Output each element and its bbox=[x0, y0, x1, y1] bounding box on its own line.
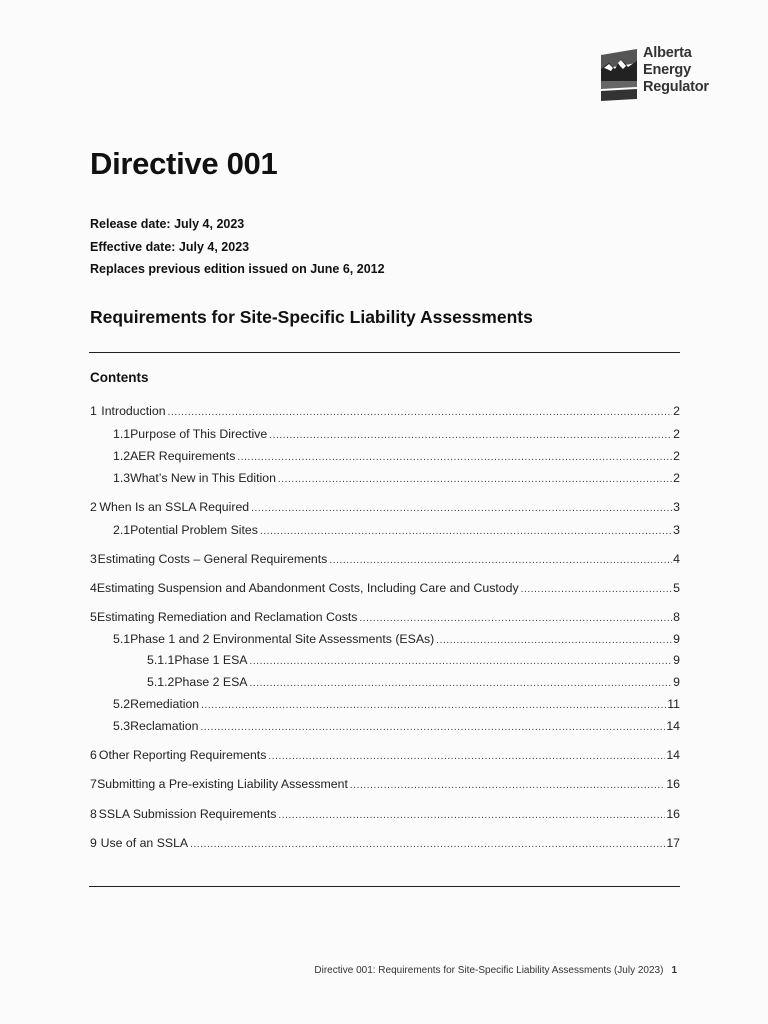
toc-entry-number: 1.3 bbox=[113, 471, 131, 485]
toc-entry[interactable] bbox=[90, 552, 680, 568]
toc-entry[interactable] bbox=[90, 748, 680, 764]
divider bbox=[89, 886, 680, 887]
page-number: 1 bbox=[671, 965, 677, 976]
toc-entry-number: 3 bbox=[90, 552, 97, 566]
toc-entry-number: 4 bbox=[90, 581, 97, 595]
toc-dot-leader bbox=[237, 449, 672, 463]
toc-entry-title: Estimating Costs – General Requirements bbox=[97, 552, 328, 566]
toc-entry[interactable] bbox=[113, 632, 680, 648]
toc-entry[interactable] bbox=[113, 523, 680, 539]
toc-dot-leader bbox=[250, 675, 673, 689]
toc-dot-leader bbox=[268, 748, 665, 762]
toc-entry-number: 1 bbox=[90, 404, 97, 418]
toc-entry[interactable] bbox=[90, 807, 680, 823]
toc-entry-number: 1.1 bbox=[113, 427, 131, 441]
toc-entry-number: 5 bbox=[90, 610, 97, 624]
toc-dot-leader bbox=[359, 610, 672, 624]
toc-entry-title: Reclamation bbox=[130, 719, 199, 733]
logo-line: Alberta bbox=[643, 45, 692, 61]
toc-entry-page: 2 bbox=[673, 427, 680, 441]
toc-entry-title: SSLA Submission Requirements bbox=[98, 807, 277, 821]
document-meta bbox=[90, 213, 385, 281]
toc-entry-page: 3 bbox=[673, 523, 680, 537]
toc-entry-title: Introduction bbox=[101, 404, 166, 418]
toc-entry-title: When Is an SSLA Required bbox=[99, 500, 250, 514]
toc-entry-page: 2 bbox=[673, 471, 680, 485]
toc-entry-page: 9 bbox=[673, 632, 680, 646]
logo-line: Energy bbox=[643, 62, 691, 78]
toc-entry-page: 9 bbox=[673, 675, 680, 689]
toc-entry-number: 9 bbox=[90, 836, 97, 850]
toc-entry-title: Use of an SSLA bbox=[100, 836, 189, 850]
document-subtitle: Requirements for Site-Specific Liability Assessments bbox=[90, 307, 533, 327]
toc-entry-number: 1.2 bbox=[113, 449, 131, 463]
toc-entry[interactable] bbox=[113, 697, 680, 713]
toc-entry[interactable] bbox=[113, 471, 680, 487]
toc-dot-leader bbox=[200, 719, 665, 733]
toc-entry-page: 14 bbox=[666, 748, 680, 762]
toc-entry-page: 4 bbox=[673, 552, 680, 566]
toc-dot-leader bbox=[168, 404, 673, 418]
toc-entry-page: 2 bbox=[673, 449, 680, 463]
toc-entry-number: 7 bbox=[90, 777, 97, 791]
toc-entry[interactable] bbox=[90, 610, 680, 626]
effective-date: Effective date: July 4, 2023 bbox=[90, 239, 250, 254]
toc-entry-page: 5 bbox=[673, 581, 680, 595]
aer-logo bbox=[601, 45, 731, 103]
toc-entry-number: 6 bbox=[90, 748, 97, 762]
page-footer bbox=[314, 965, 677, 976]
toc-entry-page: 2 bbox=[673, 404, 680, 418]
toc-entry-title: Estimating Suspension and Abandonment Costs, Including Care and Custody bbox=[96, 581, 519, 595]
toc-entry-page: 16 bbox=[666, 807, 680, 821]
toc-entry-number: 5.1 bbox=[113, 632, 131, 646]
mountain-logo-icon bbox=[601, 47, 637, 101]
toc-dot-leader bbox=[278, 807, 665, 821]
toc-entry-title: Estimating Remediation and Reclamation Costs bbox=[97, 610, 358, 624]
toc-entry-title: Purpose of This Directive bbox=[130, 427, 268, 441]
toc-entry-title: What’s New in This Edition bbox=[130, 471, 276, 485]
toc-entry-title: AER Requirements bbox=[130, 449, 236, 463]
replaces-note: Replaces previous edition issued on June 6, 2012 bbox=[90, 262, 385, 276]
toc-dot-leader bbox=[269, 427, 672, 441]
toc-entry-title: Submitting a Pre-existing Liability Assessment bbox=[97, 777, 348, 791]
toc-entry[interactable] bbox=[147, 675, 680, 691]
toc-entry-page: 16 bbox=[666, 777, 680, 791]
toc-dot-leader bbox=[190, 836, 665, 850]
toc-entry-page: 14 bbox=[666, 719, 680, 733]
toc-entry-number: 5.3 bbox=[113, 719, 131, 733]
toc-entry[interactable] bbox=[113, 427, 680, 443]
toc-entry-number: 5.1.1 bbox=[147, 653, 175, 667]
toc-dot-leader bbox=[201, 697, 666, 711]
toc-entry-page: 8 bbox=[673, 610, 680, 624]
footer-text: Directive 001: Requirements for Site-Specific Liability Assessments (July 2023) bbox=[314, 965, 664, 976]
toc-entry-page: 3 bbox=[673, 500, 680, 514]
toc-entry-number: 2 bbox=[90, 500, 97, 514]
toc-entry-number: 8 bbox=[90, 807, 97, 821]
toc-entry-title: Remediation bbox=[130, 697, 200, 711]
toc-dot-leader bbox=[329, 552, 672, 566]
contents-heading: Contents bbox=[90, 370, 149, 385]
toc-entry-page: 17 bbox=[666, 836, 680, 850]
toc-entry[interactable] bbox=[113, 719, 680, 735]
toc-dot-leader bbox=[260, 523, 672, 537]
toc-entry-title: Potential Problem Sites bbox=[130, 523, 258, 537]
logo-wordmark bbox=[643, 45, 709, 96]
toc-entry[interactable] bbox=[90, 836, 680, 852]
toc-entry[interactable] bbox=[113, 449, 680, 465]
logo-line: Regulator bbox=[643, 79, 709, 95]
toc-entry-title: Phase 1 ESA bbox=[174, 653, 248, 667]
toc-entry-number: 2.1 bbox=[113, 523, 131, 537]
toc-entry-title: Phase 1 and 2 Environmental Site Assessments (ESAs) bbox=[130, 632, 435, 646]
toc-dot-leader bbox=[250, 653, 673, 667]
toc-dot-leader bbox=[521, 581, 673, 595]
toc-entry-page: 9 bbox=[673, 653, 680, 667]
release-date: Release date: July 4, 2023 bbox=[90, 217, 245, 231]
toc-dot-leader bbox=[251, 500, 672, 514]
toc-entry-page: 11 bbox=[667, 697, 680, 711]
toc-entry-title: Phase 2 ESA bbox=[174, 675, 248, 689]
toc-entry-title: Other Reporting Requirements bbox=[98, 748, 267, 762]
toc-entry[interactable] bbox=[147, 653, 680, 669]
toc-entry-number: 5.2 bbox=[113, 697, 131, 711]
toc-entry[interactable] bbox=[90, 404, 680, 420]
toc-dot-leader bbox=[350, 777, 665, 791]
toc-entry[interactable] bbox=[90, 777, 680, 793]
document-title: Directive 001 bbox=[90, 146, 278, 181]
toc-dot-leader bbox=[436, 632, 672, 646]
toc-entry[interactable] bbox=[90, 581, 680, 597]
divider bbox=[89, 352, 680, 353]
toc-dot-leader bbox=[278, 471, 672, 485]
toc-entry[interactable] bbox=[90, 500, 680, 516]
toc-entry-number: 5.1.2 bbox=[147, 675, 175, 689]
